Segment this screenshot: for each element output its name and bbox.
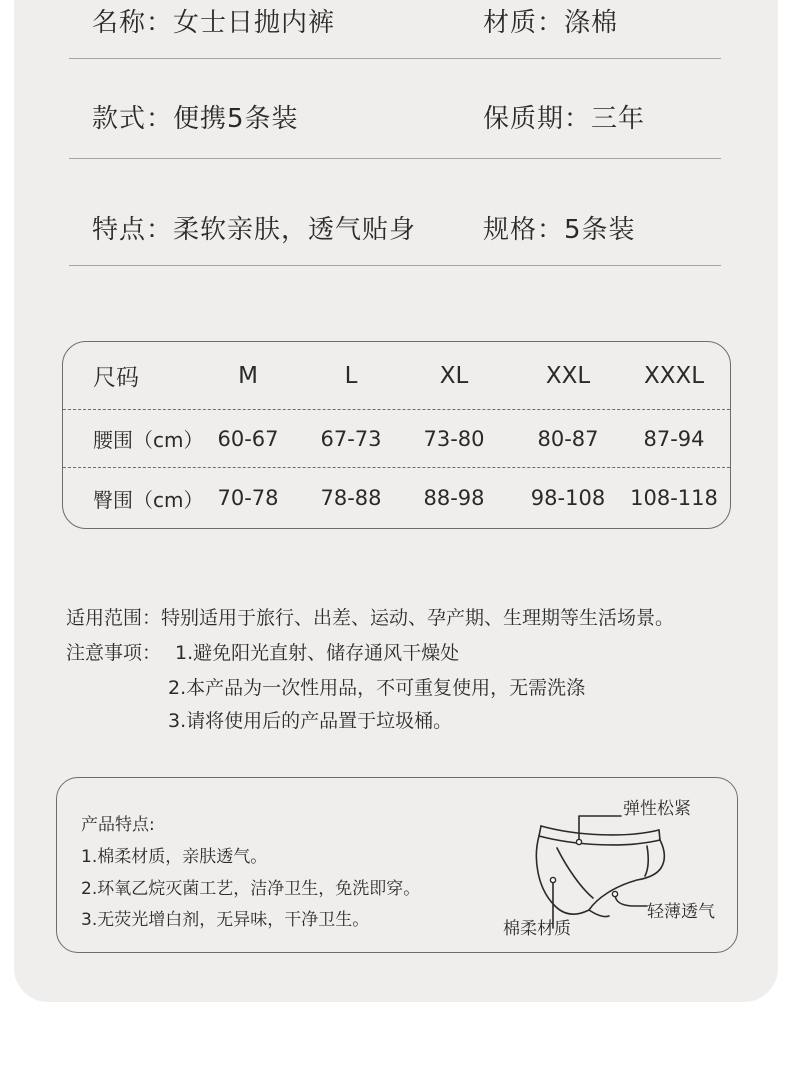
- hip-label: 臀围（cm）: [93, 487, 204, 512]
- hip-value-xl: 88-98: [423, 486, 485, 510]
- hip-value-xxxl: 108-118: [630, 486, 718, 510]
- waist-value-m: 60-67: [217, 426, 279, 451]
- attribute-feature: 特点：柔软亲肤，透气贴身: [92, 215, 417, 245]
- size-header-label: 尺码: [93, 365, 139, 391]
- callout-waistband: 弹性松紧: [623, 799, 691, 819]
- note-item-3: 3.请将使用后的产品置于垃圾桶。: [168, 710, 453, 732]
- feature-item-2: 2.环氧乙烷灭菌工艺，洁净卫生，免洗即穿。: [81, 879, 421, 899]
- size-table: [62, 341, 731, 529]
- waist-value-xxxl: 87-94: [643, 426, 705, 451]
- size-table-row-hip: [63, 468, 730, 528]
- attribute-material: 材质：涤棉: [483, 8, 619, 38]
- features-title: 产品特点:: [81, 815, 155, 835]
- attribute-spec: 规格：5条装: [483, 215, 636, 245]
- feature-item-1: 1.棉柔材质，亲肤透气。: [81, 847, 268, 867]
- size-header-m: M: [238, 362, 258, 389]
- size-header-l: L: [344, 362, 358, 389]
- size-header-xxl: XXL: [545, 362, 591, 389]
- waist-label: 腰围（cm）: [93, 428, 204, 452]
- usage-scope: 适用范围：特别适用于旅行、出差、运动、孕产期、生理期等生活场景。: [66, 607, 675, 629]
- feature-item-3: 3.无荧光增白剂，无异味，干净卫生。: [81, 910, 370, 930]
- product-features-box: [56, 777, 738, 953]
- notes-label: 注意事项：: [66, 642, 162, 664]
- size-table-header-row: [63, 342, 730, 410]
- attribute-style: 款式：便携5条装: [92, 104, 299, 134]
- attribute-row-2: [69, 58, 721, 159]
- note-item-2: 2.本产品为一次性用品，不可重复使用，无需洗涤: [168, 677, 586, 699]
- hip-value-xxl: 98-108: [530, 486, 606, 510]
- waist-value-xl: 73-80: [423, 426, 485, 451]
- attribute-name: 名称：女士日抛内裤: [92, 8, 336, 38]
- attribute-shelf-life: 保质期：三年: [483, 104, 646, 134]
- hip-value-m: 70-78: [217, 486, 279, 510]
- size-header-xxxl: XXXL: [643, 362, 705, 389]
- callout-breathable: 轻薄透气: [647, 902, 715, 922]
- note-item-1: 1.避免阳光直射、储存通风干燥处: [175, 642, 460, 664]
- attribute-row-1: [69, 0, 721, 59]
- waist-value-l: 67-73: [320, 426, 382, 451]
- size-header-xl: XL: [439, 362, 469, 389]
- waist-value-xxl: 80-87: [537, 426, 599, 451]
- hip-value-l: 78-88: [320, 486, 382, 510]
- attribute-row-3: [69, 158, 721, 266]
- size-table-row-waist: [63, 410, 730, 468]
- callout-material: 棉柔材质: [503, 919, 571, 939]
